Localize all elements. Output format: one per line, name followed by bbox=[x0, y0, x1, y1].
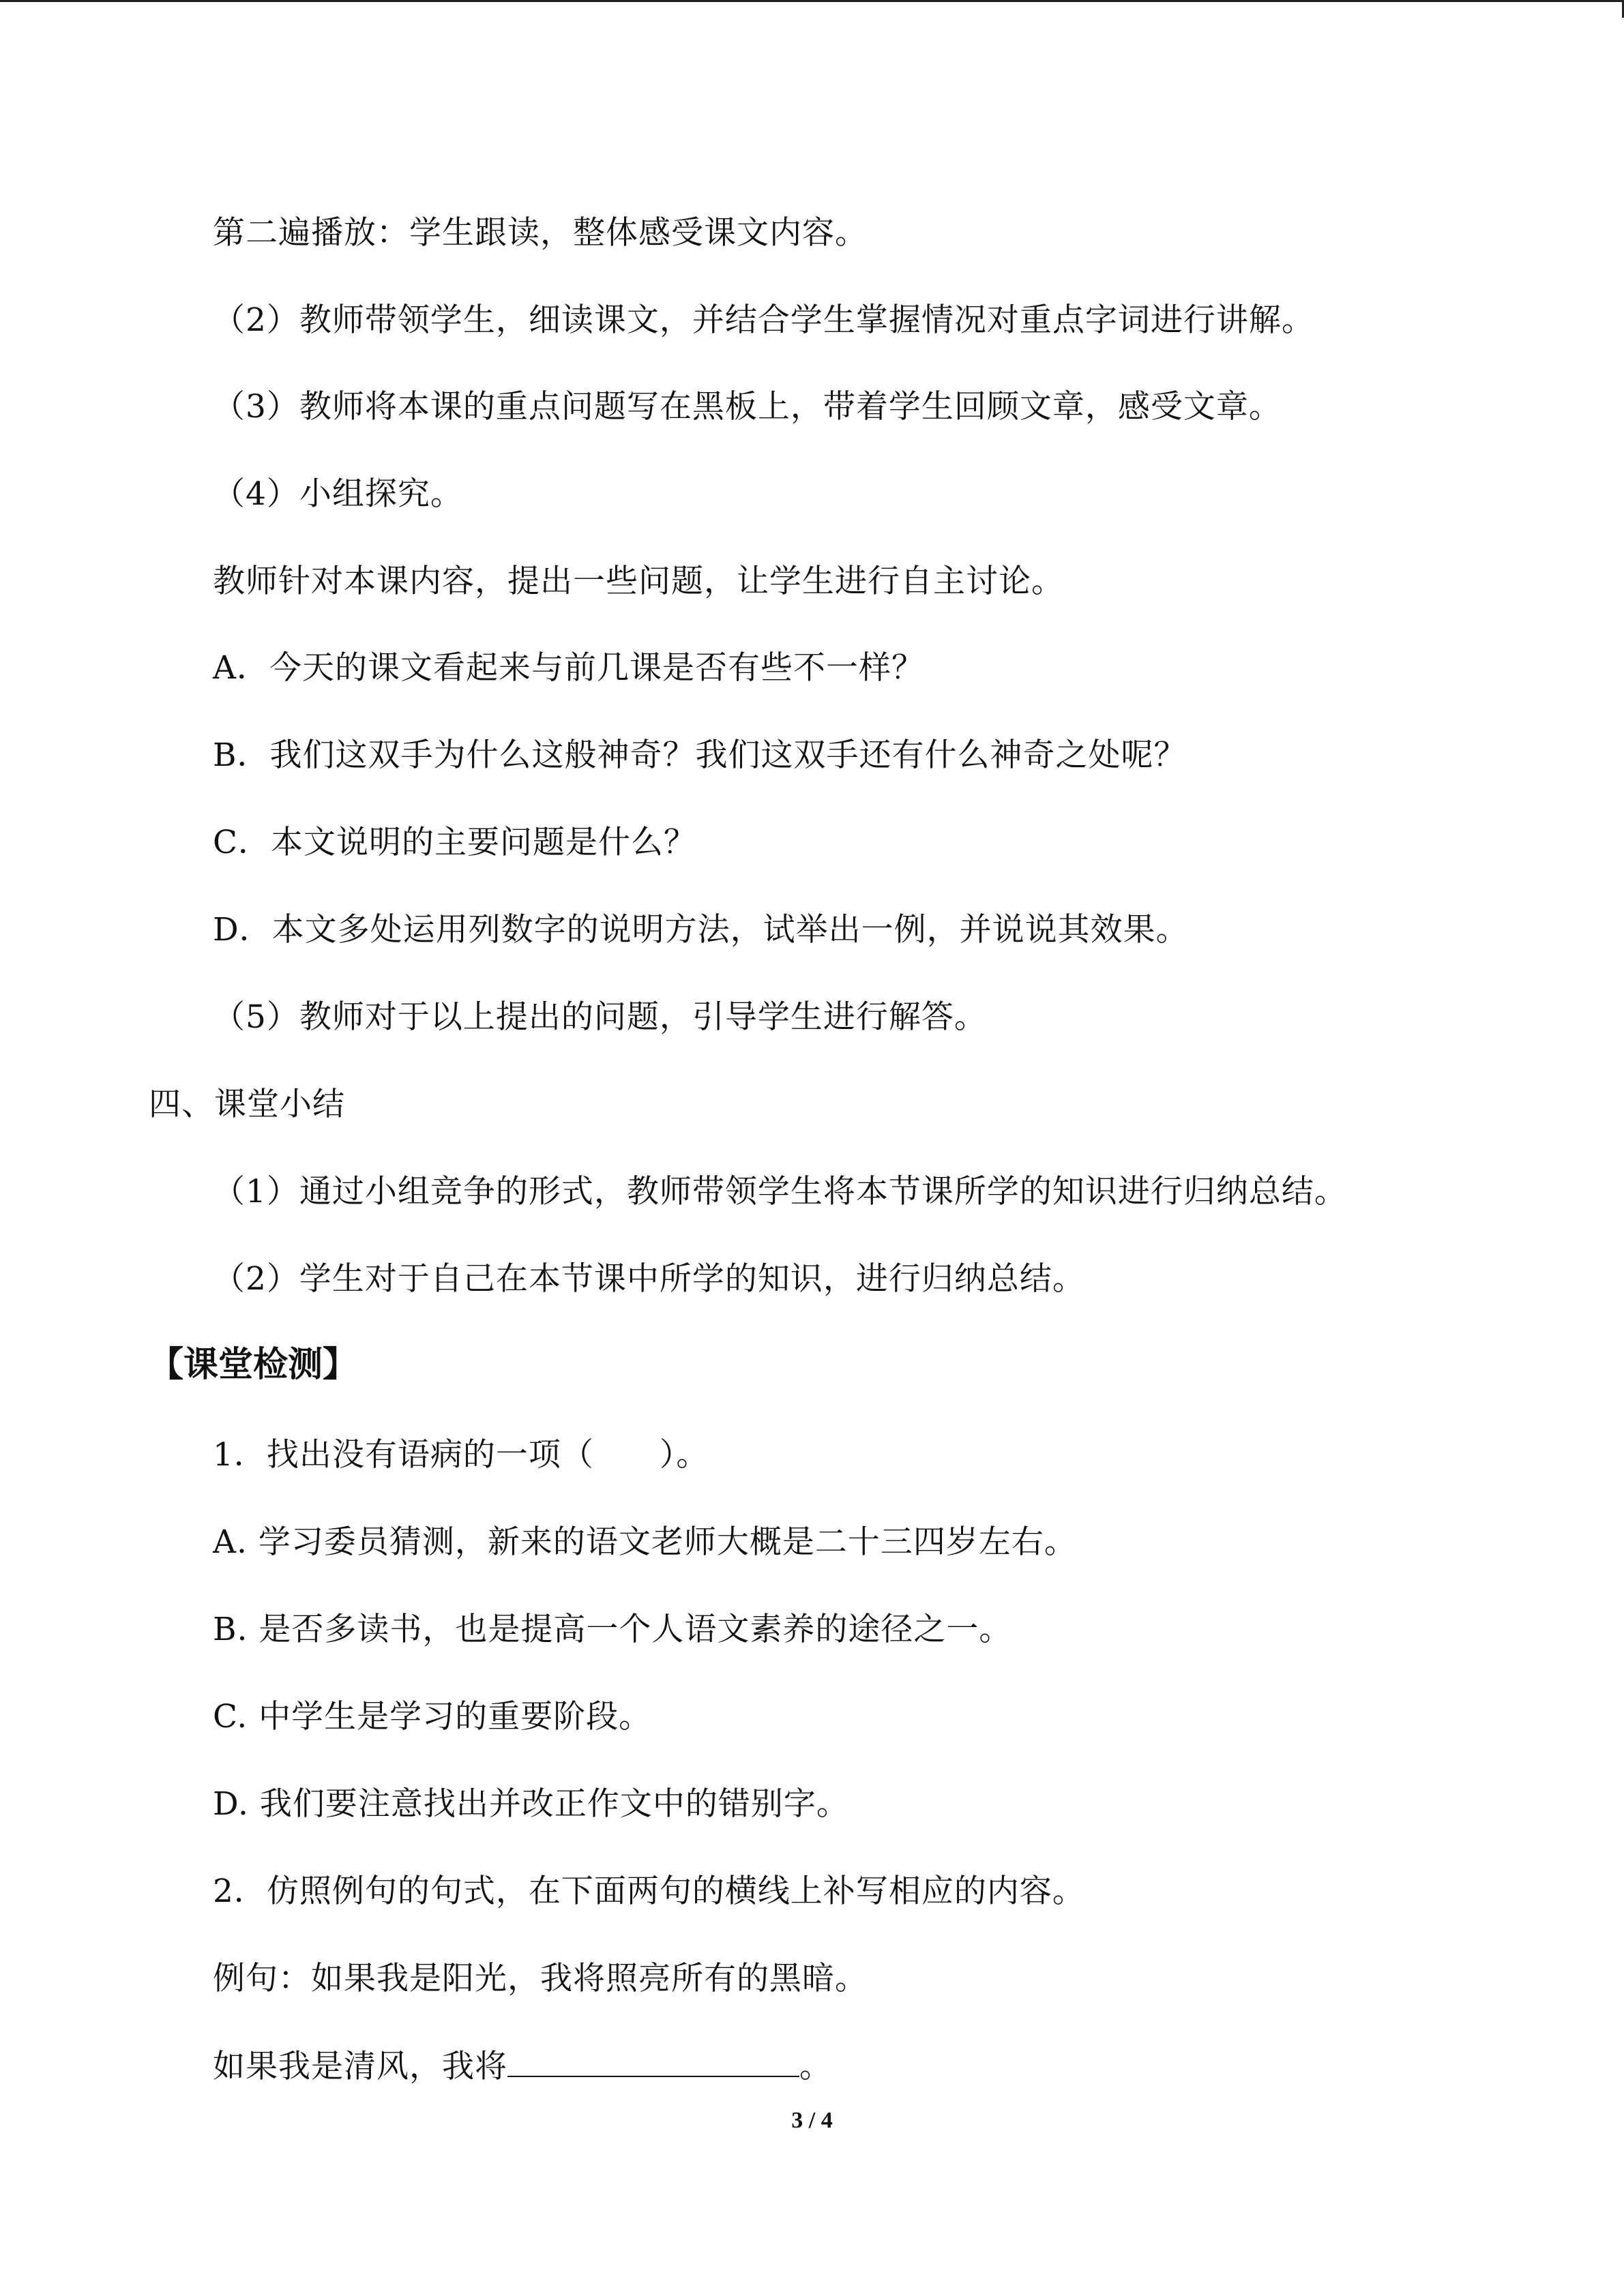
paragraph-step-2: （2）教师带领学生，细读课文，并结合学生掌握情况对重点字词进行讲解。 bbox=[213, 301, 1314, 339]
exercise-1-option-b: B. 是否多读书，也是提高一个人语文素养的途径之一。 bbox=[213, 1611, 1012, 1648]
paragraph-second-playback: 第二遍播放：学生跟读，整体感受课文内容。 bbox=[213, 214, 868, 252]
section-title-class-test: 【课堂检测】 bbox=[149, 1345, 358, 1385]
answer-blank[interactable] bbox=[507, 2046, 799, 2077]
exercise-2-example: 例句：如果我是阳光，我将照亮所有的黑暗。 bbox=[213, 1960, 868, 1997]
summary-step-1: （1）通过小组竞争的形式，教师带领学生将本节课所学的知识进行归纳总结。 bbox=[213, 1173, 1347, 1210]
exercise-2-question: 2．仿照例句的句式，在下面两句的横线上补写相应的内容。 bbox=[213, 1873, 1085, 1910]
question-d: D．本文多处运用列数字的说明方法，试举出一例，并说说其效果。 bbox=[213, 911, 1189, 949]
summary-step-2: （2）学生对于自己在本节课中所学的知识，进行归纳总结。 bbox=[213, 1260, 1085, 1298]
paragraph-discussion-intro: 教师针对本课内容，提出一些问题，让学生进行自主讨论。 bbox=[213, 563, 1064, 600]
exercise-1-question: 1．找出没有语病的一项（ ）。 bbox=[213, 1436, 709, 1474]
fill-prefix: 如果我是清风，我将 bbox=[213, 2048, 507, 2085]
question-c: C．本文说明的主要问题是什么？ bbox=[213, 824, 696, 861]
page-number: 3 / 4 bbox=[791, 2108, 833, 2133]
heading-class-summary: 四、课堂小结 bbox=[149, 1086, 345, 1123]
paragraph-step-5: （5）教师对于以上提出的问题，引导学生进行解答。 bbox=[213, 998, 987, 1036]
exercise-2-fill-line bbox=[213, 2046, 832, 2087]
exercise-1-option-d: D. 我们要注意找出并改正作文中的错别字。 bbox=[213, 1785, 849, 1823]
exercise-1-option-a: A. 学习委员猜测，新来的语文老师大概是二十三四岁左右。 bbox=[213, 1523, 1077, 1561]
exercise-1-option-c: C. 中学生是学习的重要阶段。 bbox=[213, 1698, 652, 1735]
paragraph-step-3: （3）教师将本课的重点问题写在黑板上，带着学生回顾文章，感受文章。 bbox=[213, 388, 1282, 426]
top-border-line bbox=[0, 0, 1624, 2]
paragraph-step-4: （4）小组探究。 bbox=[213, 475, 463, 513]
question-b: B．我们这双手为什么这般神奇？我们这双手还有什么神奇之处呢？ bbox=[213, 736, 1187, 774]
question-a: A．今天的课文看起来与前几课是否有些不一样？ bbox=[213, 649, 924, 687]
fill-suffix: 。 bbox=[799, 2048, 832, 2085]
